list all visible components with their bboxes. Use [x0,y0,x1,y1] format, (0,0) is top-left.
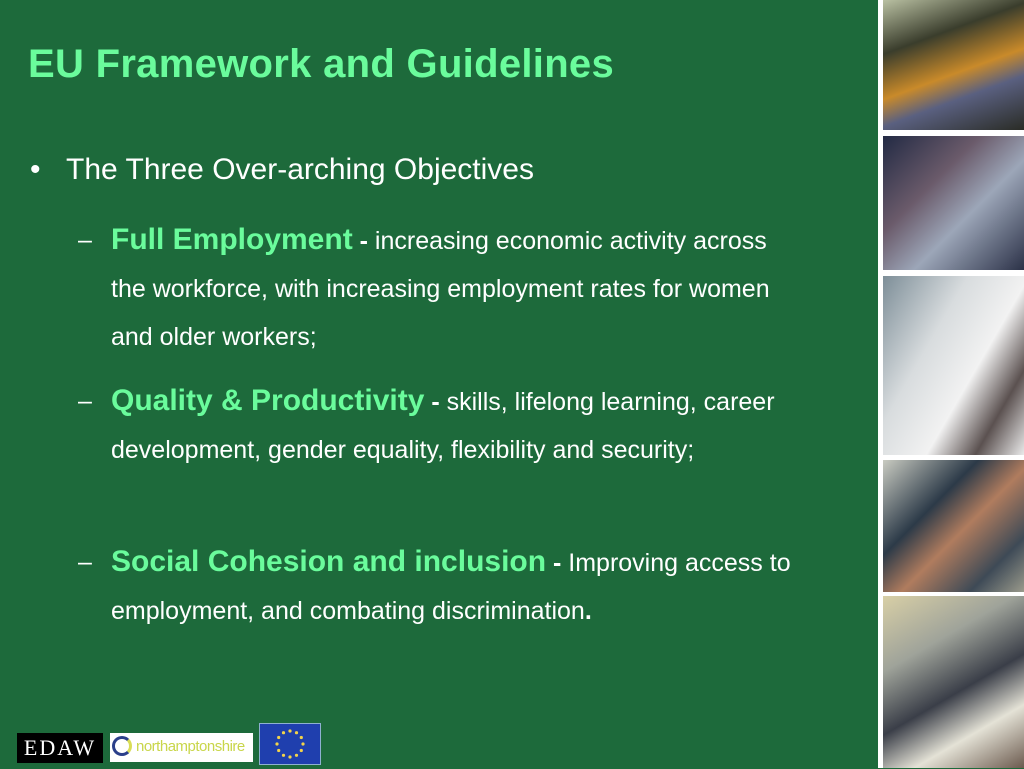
bullet-text: The Three Over-arching Objectives [66,153,534,186]
northamptonshire-logo-text: northamptonshire [136,738,245,755]
objective-full-employment [78,216,798,361]
photo-students-at-computers [883,596,1024,768]
slide-title: EU Framework and Guidelines [28,42,615,86]
northamptonshire-logo [110,733,253,762]
eu-stars-icon [260,724,320,764]
objective-quality-productivity [78,377,798,474]
edaw-logo: EDAW [17,733,103,763]
photo-engineer-with-machine [883,136,1024,270]
swirl-icon [112,736,132,756]
objective-key: Social Cohesion and inclusion [111,545,547,578]
dash-marker: – [78,548,92,576]
separator: - [424,388,447,416]
trailing-period: . [584,597,592,625]
separator: - [546,549,569,577]
objective-key: Quality & Productivity [111,384,425,417]
bullet-marker: • [30,153,41,186]
objective-key: Full Employment [111,223,353,256]
eu-flag-icon [259,723,321,765]
photo-man-in-workshop [883,460,1024,592]
photo-strip [878,0,1024,768]
objective-social-cohesion [78,538,798,635]
photo-car-assembly-worker [883,0,1024,130]
photo-scientist-microscope [883,276,1024,455]
objective-text: Improving access to employment, and combating discrimination [111,549,791,625]
dash-marker: – [78,387,92,415]
objective-text: increasing economic activity across the workforce, with increasing employment rates for women and older workers; [111,227,770,351]
dash-marker: – [78,226,92,254]
bullet-objectives [30,153,534,187]
separator: - [352,227,375,255]
objective-text: skills, lifelong learning, career development, gender equality, flexibility and security; [111,388,775,464]
